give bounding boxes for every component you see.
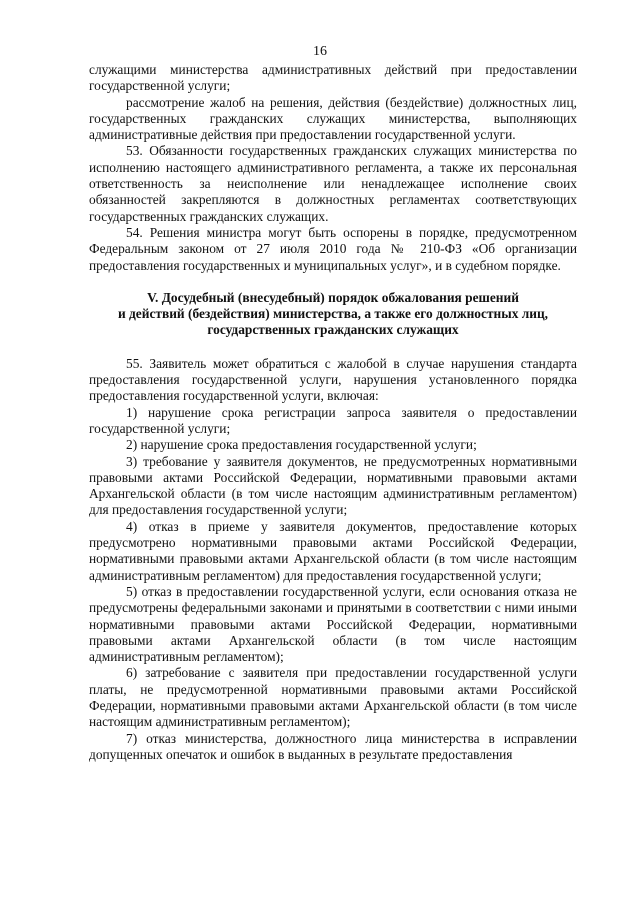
section-heading-line-3: государственных гражданских служащих bbox=[207, 322, 459, 338]
list-item-1: 1) нарушение срока регистрации запроса заявителя о предоставлении государственной услуги; bbox=[89, 404, 577, 436]
section-heading-line-2: и действий (бездействия) министерства, а также его должностных лиц, bbox=[117, 306, 549, 322]
list-item-2: 2) нарушение срока предоставления государственной услуги; bbox=[126, 437, 477, 453]
paragraph-54: 54. Решения министра могут быть оспорены в порядке, предусмотренном Федеральным законом от 27 июля 2010 года № 210-ФЗ «Об организации предоставления государственных и муниципальных услуг», и в судебном порядке. bbox=[89, 224, 577, 273]
paragraph-continuation: служащими министерства административных действий при предоставлении государственной услуги; bbox=[89, 62, 577, 94]
list-item-3: 3) требование у заявителя документов, не предусмотренных нормативными правовыми актами Российской Федерации, нормативными правовыми актами Архангельской области (в том числе настоящим административным регламентом) для предоставления государственной услуги; bbox=[89, 453, 577, 518]
spacer bbox=[89, 274, 577, 290]
document-body bbox=[89, 62, 577, 763]
list-item-4: 4) отказ в приеме у заявителя документов, предоставление которых предусмотрено нормативными правовыми актами Российской Федерации, нормативными правовыми актами Архангельской области (в том числе настоящим административным регламентом) для предоставления государственной услуги; bbox=[89, 518, 577, 583]
list-item-6: 6) затребование с заявителя при предоставлении государственной услуги платы, не предусмотренной нормативными правовыми актами Российской Федерации, нормативными правовыми актами Архангельской области (в том числе настоящим административным регламентом); bbox=[89, 665, 577, 730]
page-number: 16 bbox=[313, 44, 327, 59]
list-item-5: 5) отказ в предоставлении государственной услуги, если основания отказа не предусмотрены федеральными законами и принятыми в соответствии с ними иными нормативными правовыми актами Российской Федерации, нормативными правовыми актами Архангельской области (в том числе настоящим административным регламентом); bbox=[89, 583, 577, 665]
section-heading bbox=[89, 290, 577, 339]
list-item-7: 7) отказ министерства, должностного лица министерства в исправлении допущенных опечаток и ошибок в выданных в результате предоставления bbox=[89, 730, 577, 762]
paragraph-55: 55. Заявитель может обратиться с жалобой в случае нарушения стандарта предоставления государственной услуги, нарушения установленного порядка предоставления государственной услуги, включая: bbox=[89, 355, 577, 404]
section-heading-line-1: V. Досудебный (внесудебный) порядок обжалования решений bbox=[147, 289, 519, 305]
paragraph-complaints: рассмотрение жалоб на решения, действия (бездействие) должностных лиц, государственных гражданских служащих министерства, выполняющих административные действия при предоставлении государственной услуги. bbox=[89, 94, 577, 143]
paragraph-53: 53. Обязанности государственных гражданских служащих министерства по исполнению настоящего административного регламента, а также их персональная ответственность за неисполнение или ненадлежащее исполнение своих обязанностей закрепляются в должностных регламентах соответствующих государственных гражданских служащих. bbox=[89, 143, 577, 224]
